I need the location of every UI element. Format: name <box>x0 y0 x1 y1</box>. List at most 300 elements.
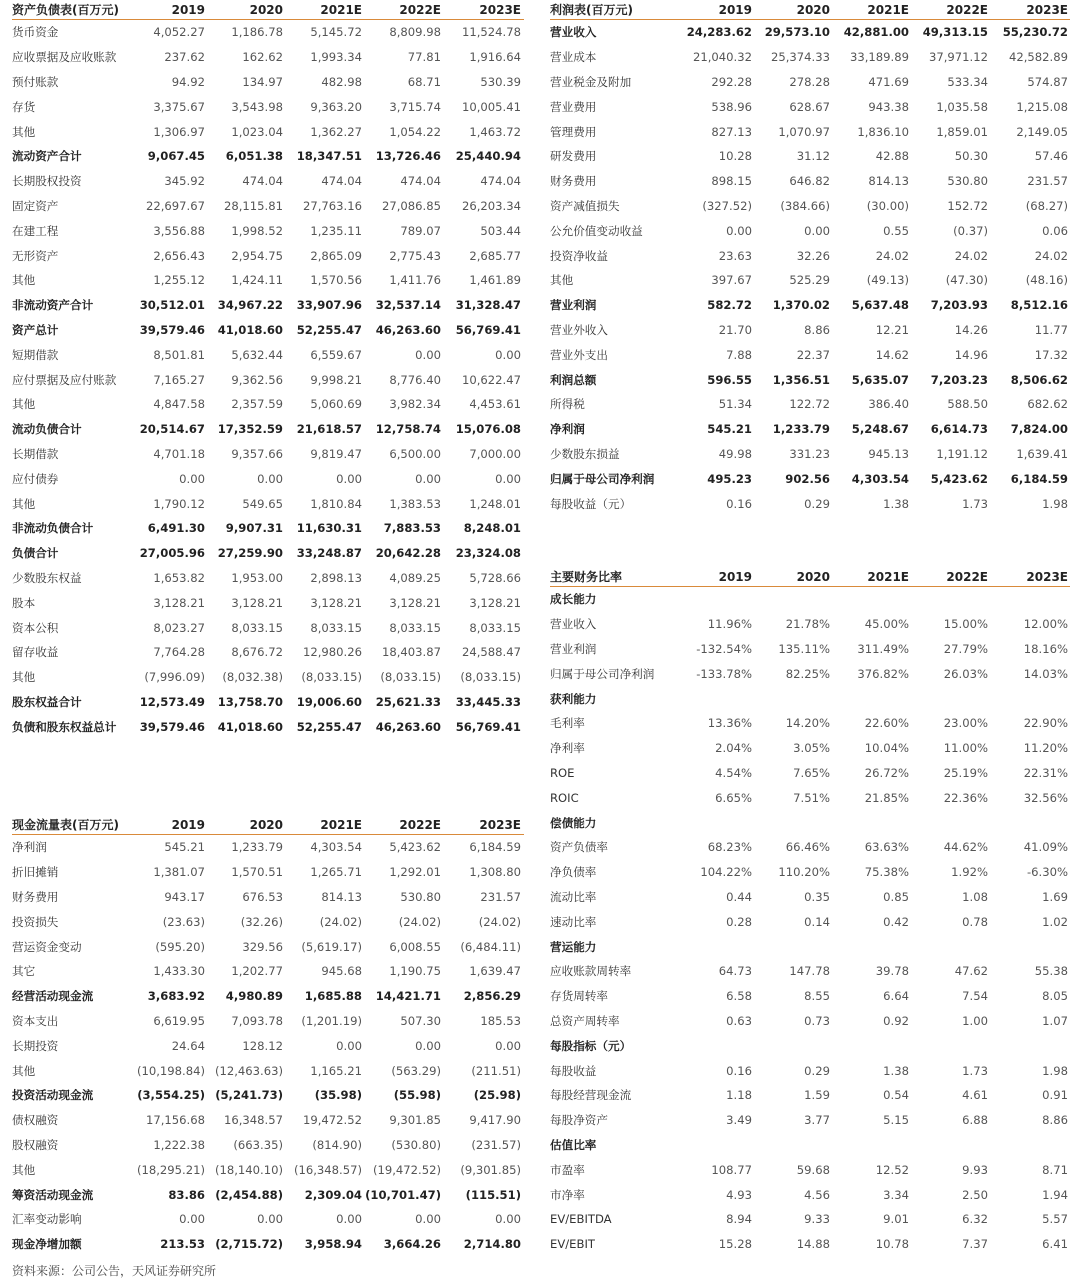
cell-value: 0.00 <box>336 1038 362 1053</box>
cell-value: 0.16 <box>726 496 752 511</box>
cell-value: 104.22% <box>700 865 752 880</box>
cell-value: 9,301.85 <box>389 1113 441 1128</box>
section-label: 估值比率 <box>550 1137 597 1152</box>
cell-value: 11,524.78 <box>461 25 521 40</box>
row-label: 汇率变动影响 <box>12 1212 82 1227</box>
cell-value: 213.53 <box>160 1237 205 1252</box>
table-row <box>12 45 524 70</box>
cell-value: 1,810.84 <box>310 496 362 511</box>
cell-value: 0.00 <box>179 471 205 486</box>
cell-value: 9.01 <box>883 1212 909 1227</box>
row-label: 资本支出 <box>12 1013 59 1028</box>
section-label: 每股指标（元） <box>550 1038 632 1053</box>
row-label: 研发费用 <box>550 149 597 164</box>
row-label: 存货周转率 <box>550 989 608 1004</box>
row-label: 股东权益合计 <box>12 694 82 709</box>
cell-value: 14.26 <box>954 322 988 337</box>
cell-value: 134.97 <box>242 74 283 89</box>
cell-value: (814.90) <box>312 1137 362 1152</box>
row-label: 其他 <box>12 124 36 139</box>
cell-value: 31.12 <box>796 149 830 164</box>
cell-value: 5,145.72 <box>310 25 362 40</box>
cell-value: 12.00% <box>1023 617 1068 632</box>
cell-value: 1,233.79 <box>772 422 830 437</box>
row-label: 营业收入 <box>550 25 597 40</box>
cell-value: 7,203.93 <box>930 298 988 313</box>
cell-value: 4.54% <box>715 765 752 780</box>
cell-value: 21,618.57 <box>296 422 362 437</box>
section-heading-row <box>550 934 1070 959</box>
cell-value: 39.78 <box>875 964 909 979</box>
cell-value: (24.02) <box>319 914 362 929</box>
cell-value: 311.49% <box>857 641 909 656</box>
cell-value: 1,424.11 <box>231 273 283 288</box>
cell-value: 24.64 <box>171 1038 205 1053</box>
table-row <box>550 761 1070 786</box>
cell-value: 47.62 <box>954 964 988 979</box>
cell-value: 13,726.46 <box>375 149 441 164</box>
table-title: 利润表(百万元) <box>550 3 633 17</box>
cell-value: 83.86 <box>168 1187 205 1202</box>
row-label: EV/EBIT <box>550 1237 595 1252</box>
cell-value: 1.73 <box>962 496 988 511</box>
row-label: 应付债券 <box>12 471 59 486</box>
table-row <box>12 835 524 860</box>
table-header <box>12 815 524 835</box>
cell-value: 1,235.11 <box>310 223 362 238</box>
cell-value: 4,453.61 <box>469 397 521 412</box>
cell-value: 20,642.28 <box>375 546 441 561</box>
row-label: 负债和股东权益总计 <box>12 719 117 734</box>
cell-value: (10,198.84) <box>136 1063 205 1078</box>
row-label: 其他 <box>12 1162 36 1177</box>
table-row <box>550 661 1070 686</box>
cell-value: 14.96 <box>954 347 988 362</box>
row-label: ROIC <box>550 790 579 805</box>
cell-value: 68.71 <box>407 74 441 89</box>
cell-value: 22.90% <box>1023 716 1068 731</box>
cell-value: (24.02) <box>398 914 441 929</box>
cell-value: 0.42 <box>883 914 909 929</box>
cell-value: 5,423.62 <box>389 840 441 855</box>
cell-value: 14.62 <box>875 347 909 362</box>
cell-value: 6,614.73 <box>930 422 988 437</box>
cell-value: 646.82 <box>789 174 830 189</box>
table-row <box>550 94 1070 119</box>
cell-value: 66.46% <box>785 840 830 855</box>
row-label: 筹资活动现金流 <box>12 1187 94 1202</box>
cell-value: 2,954.75 <box>231 248 283 263</box>
table-row <box>12 1182 524 1207</box>
cell-value: 4.93 <box>726 1187 752 1202</box>
cell-value: 9,819.47 <box>310 446 362 461</box>
cell-value: 14.88 <box>796 1237 830 1252</box>
cell-value: (19,472.52) <box>372 1162 441 1177</box>
cell-value: 789.07 <box>400 223 441 238</box>
cell-value: 8.71 <box>1042 1162 1068 1177</box>
cell-value: 6,619.95 <box>153 1013 205 1028</box>
cell-value: 9.33 <box>804 1212 830 1227</box>
column-header: 2019 <box>718 2 752 17</box>
row-label: 股本 <box>12 595 36 610</box>
cell-value: (8,032.38) <box>222 670 283 685</box>
cell-value: 29,573.10 <box>764 25 830 40</box>
cell-value: 16,348.57 <box>223 1113 283 1128</box>
cell-value: 6.41 <box>1042 1237 1068 1252</box>
cell-value: 41.09% <box>1023 840 1068 855</box>
cell-value: 24.02 <box>954 248 988 263</box>
financial-ratios-table <box>550 567 1070 1257</box>
cell-value: 8,033.15 <box>310 620 362 635</box>
cell-value: (8,033.15) <box>301 670 362 685</box>
cell-value: 7,000.00 <box>469 446 521 461</box>
table-title: 主要财务比率 <box>550 570 623 584</box>
cell-value: 1.08 <box>962 889 988 904</box>
table-row <box>12 268 524 293</box>
cell-value: 0.85 <box>883 889 909 904</box>
column-header: 2022E <box>399 2 441 17</box>
cell-value: 46,263.60 <box>375 719 441 734</box>
table-row <box>12 491 524 516</box>
table-row <box>12 293 524 318</box>
section-label: 成长能力 <box>550 592 597 607</box>
cell-value: 1,023.04 <box>231 124 283 139</box>
row-label: 每股经营现金流 <box>550 1088 632 1103</box>
column-header: 2022E <box>946 2 988 17</box>
cell-value: 0.00 <box>257 1212 283 1227</box>
row-label: 长期借款 <box>12 446 59 461</box>
cell-value: 1,233.79 <box>231 840 283 855</box>
cell-value: 8.86 <box>804 322 830 337</box>
cell-value: 5.15 <box>883 1113 909 1128</box>
cell-value: 6,008.55 <box>389 939 441 954</box>
table-row <box>12 194 524 219</box>
cell-value: (24.02) <box>478 914 521 929</box>
table-row <box>550 785 1070 810</box>
cell-value: 21.78% <box>785 617 830 632</box>
cell-value: 17,352.59 <box>217 422 283 437</box>
row-label: 货币资金 <box>12 25 59 40</box>
cell-value: 1,035.58 <box>936 99 988 114</box>
table-row <box>550 392 1070 417</box>
cell-value: 3.05% <box>793 741 830 756</box>
cell-value: 533.34 <box>947 74 988 89</box>
table-row <box>12 119 524 144</box>
cell-value: 1,381.07 <box>153 865 205 880</box>
cell-value: 1,790.12 <box>153 496 205 511</box>
cell-value: (68.27) <box>1025 198 1068 213</box>
cell-value: 75.38% <box>864 865 909 880</box>
cell-value: 11.77 <box>1034 322 1068 337</box>
row-label: 其它 <box>12 964 36 979</box>
cell-value: 33,189.89 <box>849 50 909 65</box>
cell-value: 628.67 <box>789 99 830 114</box>
cell-value: 108.77 <box>711 1162 752 1177</box>
row-label: 资产减值损失 <box>550 198 620 213</box>
cell-value: 345.92 <box>164 174 205 189</box>
row-label: 资产负债率 <box>550 840 608 855</box>
row-label: 营业费用 <box>550 99 597 114</box>
cell-value: 6.58 <box>726 989 752 1004</box>
cell-value: 0.00 <box>415 471 441 486</box>
cell-value: 3.77 <box>804 1113 830 1128</box>
row-label: 营运资金变动 <box>12 939 82 954</box>
row-label: 应付票据及应付账款 <box>12 372 117 387</box>
cell-value: (5,241.73) <box>215 1088 283 1103</box>
cell-value: 1,433.30 <box>153 964 205 979</box>
table-row <box>550 835 1070 860</box>
cell-value: 24,283.62 <box>686 25 752 40</box>
table-row <box>550 1182 1070 1207</box>
cell-value: 52,255.47 <box>296 719 362 734</box>
cell-value: 23,324.08 <box>455 546 521 561</box>
source-footnote: 资料来源：公司公告，天风证券研究所 <box>12 1264 217 1278</box>
cell-value: 943.38 <box>868 99 909 114</box>
cell-value: 1,190.75 <box>389 964 441 979</box>
table-row <box>12 94 524 119</box>
cell-value: 7,203.23 <box>930 372 988 387</box>
row-label: 长期投资 <box>12 1038 59 1053</box>
cell-value: -6.30% <box>1026 865 1068 880</box>
cell-value: 3,128.21 <box>231 595 283 610</box>
row-label: 营业外收入 <box>550 322 608 337</box>
cell-value: 1,054.22 <box>389 124 441 139</box>
table-row <box>12 885 524 910</box>
cell-value: 6,051.38 <box>225 149 283 164</box>
cell-value: 33,445.33 <box>455 694 521 709</box>
cell-value: 8.55 <box>804 989 830 1004</box>
cell-value: 26,203.34 <box>461 198 521 213</box>
column-header: 2020 <box>796 569 830 584</box>
cell-value: 18,403.87 <box>381 645 441 660</box>
row-label: 净利润 <box>550 422 585 437</box>
cell-value: 52,255.47 <box>296 322 362 337</box>
cell-value: -132.54% <box>696 641 752 656</box>
cell-value: 1,255.12 <box>153 273 205 288</box>
cell-value: 1,461.89 <box>469 273 521 288</box>
cell-value: (5,619.17) <box>301 939 362 954</box>
cell-value: 2,357.59 <box>231 397 283 412</box>
cell-value: 22.60% <box>864 716 909 731</box>
cell-value: 0.00 <box>495 471 521 486</box>
column-header: 2019 <box>171 817 205 832</box>
cell-value: 1,953.00 <box>231 570 283 585</box>
cell-value: 14.20% <box>785 716 830 731</box>
cell-value: 4,303.54 <box>310 840 362 855</box>
table-row <box>550 860 1070 885</box>
cell-value: (231.57) <box>471 1137 521 1152</box>
row-label: 折旧摊销 <box>12 865 59 880</box>
table-row <box>12 342 524 367</box>
cell-value: 25,440.94 <box>455 149 521 164</box>
cell-value: 1.92% <box>951 865 988 880</box>
cell-value: 27,259.90 <box>217 546 283 561</box>
cell-value: (563.29) <box>391 1063 441 1078</box>
cell-value: 9,907.31 <box>225 521 283 536</box>
cell-value: 0.16 <box>726 1063 752 1078</box>
table-row <box>12 442 524 467</box>
cell-value: 1,570.56 <box>310 273 362 288</box>
table-row <box>12 70 524 95</box>
cell-value: 503.44 <box>480 223 521 238</box>
cell-value: 77.81 <box>407 50 441 65</box>
column-header: 2021E <box>867 2 909 17</box>
cell-value: 1,306.97 <box>153 124 205 139</box>
cell-value: (115.51) <box>465 1187 521 1202</box>
cell-value: 63.63% <box>864 840 909 855</box>
cell-value: 42.88 <box>875 149 909 164</box>
table-row <box>12 640 524 665</box>
cell-value: 902.56 <box>785 471 830 486</box>
row-label: 在建工程 <box>12 223 59 238</box>
cell-value: 1,248.01 <box>469 496 521 511</box>
cell-value: 26.03% <box>943 666 988 681</box>
table-row <box>12 541 524 566</box>
cell-value: 0.55 <box>883 223 909 238</box>
row-label: 长期股权投资 <box>12 174 82 189</box>
table-row <box>12 1108 524 1133</box>
cell-value: 68.23% <box>707 840 752 855</box>
row-label: 归属于母公司净利润 <box>550 666 655 681</box>
table-row <box>550 711 1070 736</box>
cell-value: 8,033.15 <box>469 620 521 635</box>
cell-value: 82.25% <box>785 666 830 681</box>
cell-value: 3,664.26 <box>383 1237 441 1252</box>
cell-value: (16,348.57) <box>293 1162 362 1177</box>
cell-value: (1,201.19) <box>301 1013 362 1028</box>
cell-value: 482.98 <box>321 74 362 89</box>
cell-value: 21,040.32 <box>692 50 752 65</box>
cell-value: (49.13) <box>866 273 909 288</box>
row-label: 净利率 <box>550 741 585 756</box>
cell-value: 4.61 <box>962 1088 988 1103</box>
cell-value: 27,005.96 <box>139 546 205 561</box>
cell-value: (12,463.63) <box>214 1063 283 1078</box>
table-row <box>550 367 1070 392</box>
cell-value: 46,263.60 <box>375 322 441 337</box>
table-row <box>550 442 1070 467</box>
cell-value: 8,809.98 <box>389 25 441 40</box>
cell-value: 59.68 <box>796 1162 830 1177</box>
cell-value: 2,775.43 <box>389 248 441 263</box>
row-label: 营业税金及附加 <box>550 74 632 89</box>
cell-value: 2,309.04 <box>304 1187 362 1202</box>
cell-value: 25,621.33 <box>375 694 441 709</box>
cell-value: 1,859.01 <box>936 124 988 139</box>
table-row <box>550 45 1070 70</box>
cell-value: (663.35) <box>233 1137 283 1152</box>
cell-value: 18.16% <box>1023 641 1068 656</box>
row-label: 经营活动现金流 <box>12 989 94 1004</box>
cell-value: 898.15 <box>711 174 752 189</box>
cell-value: 49.98 <box>718 446 752 461</box>
cell-value: 2,656.43 <box>153 248 205 263</box>
row-label: 营业利润 <box>550 298 597 313</box>
section-label: 营运能力 <box>550 939 597 954</box>
cell-value: 6,184.59 <box>469 840 521 855</box>
row-label: 其他 <box>12 273 36 288</box>
cell-value: 21.85% <box>864 790 909 805</box>
cell-value: 292.28 <box>711 74 752 89</box>
table-row <box>550 243 1070 268</box>
row-label: 每股净资产 <box>550 1113 608 1128</box>
cell-value: 1,292.01 <box>389 865 441 880</box>
cell-value: 56,769.41 <box>455 719 521 734</box>
table-row <box>12 860 524 885</box>
cell-value: 4.56 <box>804 1187 830 1202</box>
cell-value: (23.63) <box>162 914 205 929</box>
cell-value: 814.13 <box>321 889 362 904</box>
cell-value: 0.29 <box>804 1063 830 1078</box>
cell-value: (35.98) <box>314 1088 362 1103</box>
row-label: 流动负债合计 <box>12 422 82 437</box>
cell-value: 110.20% <box>778 865 830 880</box>
cell-value: 1,463.72 <box>469 124 521 139</box>
cell-value: 945.68 <box>321 964 362 979</box>
cell-value: 1,570.51 <box>231 865 283 880</box>
cell-value: 474.04 <box>242 174 283 189</box>
cell-value: (47.30) <box>945 273 988 288</box>
table-row <box>550 736 1070 761</box>
cell-value: 8,512.16 <box>1010 298 1068 313</box>
cell-value: 147.78 <box>789 964 830 979</box>
cell-value: 814.13 <box>868 174 909 189</box>
cell-value: 574.87 <box>1027 74 1068 89</box>
cell-value: 1,070.97 <box>778 124 830 139</box>
row-label: 其他 <box>12 496 36 511</box>
cell-value: 49,313.15 <box>922 25 988 40</box>
cell-value: 185.53 <box>480 1013 521 1028</box>
cell-value: 5,635.07 <box>851 372 909 387</box>
row-label: 债权融资 <box>12 1113 59 1128</box>
cell-value: 10.04% <box>864 741 909 756</box>
cell-value: 3,128.21 <box>469 595 521 610</box>
cell-value: 11,630.31 <box>296 521 362 536</box>
cell-value: 2,714.80 <box>463 1237 521 1252</box>
cell-value: (32.26) <box>240 914 283 929</box>
row-label: 其他 <box>12 1063 36 1078</box>
cell-value: 2.50 <box>962 1187 988 1202</box>
table-row <box>550 144 1070 169</box>
cell-value: 7.65% <box>793 765 830 780</box>
table-row <box>12 665 524 690</box>
cell-value: 7.88 <box>726 347 752 362</box>
column-header: 2023E <box>479 817 521 832</box>
cell-value: 3,958.94 <box>304 1237 362 1252</box>
cell-value: 27,086.85 <box>381 198 441 213</box>
cell-value: 0.78 <box>962 914 988 929</box>
table-row <box>12 392 524 417</box>
row-label: 现金净增加额 <box>12 1237 82 1252</box>
cell-value: 0.54 <box>883 1088 909 1103</box>
cell-value: 588.50 <box>947 397 988 412</box>
cell-value: 376.82% <box>857 666 909 681</box>
cell-value: 27.79% <box>943 641 988 656</box>
cell-value: 507.30 <box>400 1013 441 1028</box>
cell-value: 4,847.58 <box>153 397 205 412</box>
cell-value: 94.92 <box>171 74 205 89</box>
table-row <box>550 194 1070 219</box>
cell-value: 122.72 <box>789 397 830 412</box>
cell-value: 1,215.08 <box>1016 99 1068 114</box>
cell-value: 12,573.49 <box>139 694 205 709</box>
cell-value: 0.00 <box>495 1038 521 1053</box>
row-label: 应收票据及应收账款 <box>12 50 117 65</box>
column-header: 2020 <box>796 2 830 17</box>
row-label: 归属于母公司净利润 <box>550 471 655 486</box>
cell-value: 162.62 <box>242 50 283 65</box>
cell-value: 1,222.38 <box>153 1137 205 1152</box>
